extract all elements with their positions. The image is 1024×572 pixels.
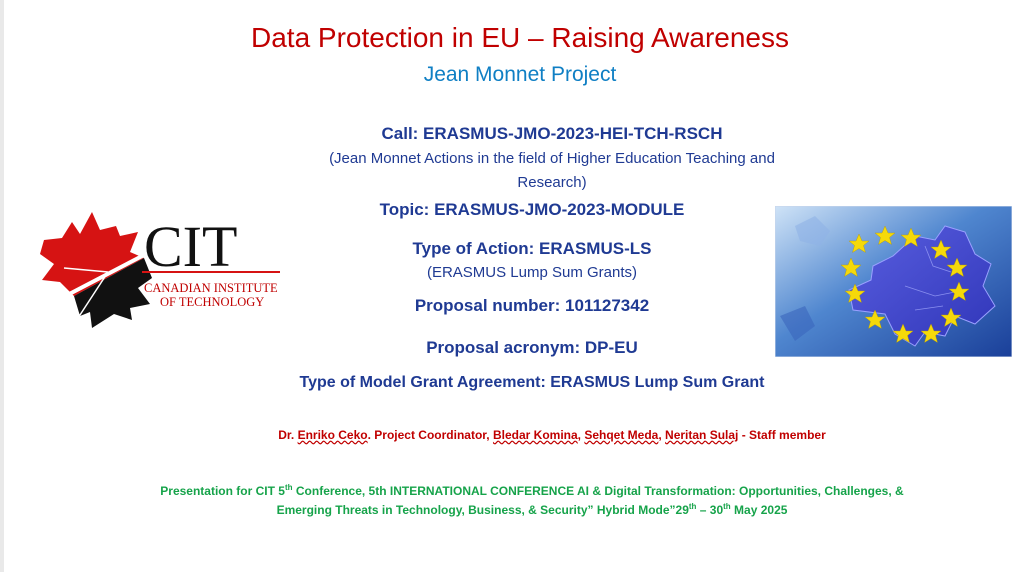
- call-heading: Call: ERASMUS-JMO-2023-HEI-TCH-RSCH: [381, 124, 723, 143]
- page-subtitle: Jean Monnet Project: [423, 63, 617, 86]
- author-name: Sehqet Meda: [584, 428, 659, 442]
- presentation-text: Conference, 5th INTERNATIONAL CONFERENCE AI & Digital Transformation: Opportunities, Challenges, &: [292, 484, 904, 498]
- presentation-line1: [20, 483, 1024, 498]
- authors-separator: ,: [577, 428, 585, 442]
- authors-text: . Project Coordinator,: [367, 428, 493, 442]
- presentation-text: Presentation for CIT 5: [160, 484, 285, 498]
- type-of-action: Type of Action: ERASMUS-LS: [412, 239, 652, 258]
- page-title: Data Protection in EU – Raising Awareness: [251, 22, 789, 53]
- ordinal-suffix: th: [723, 502, 731, 511]
- logo-line2: OF TECHNOLOGY: [160, 295, 265, 309]
- type-of-action-description: (ERASMUS Lump Sum Grants): [426, 264, 638, 281]
- author-name: Enriko Ceko: [297, 428, 368, 442]
- presentation-text: – 30: [696, 503, 724, 517]
- author-name: Bledar Komina: [492, 428, 578, 442]
- ordinal-suffix: th: [284, 483, 293, 492]
- authors-prefix: Dr.: [278, 428, 298, 442]
- logo-line1: CANADIAN INSTITUTE: [144, 281, 278, 295]
- cit-logo: [34, 208, 284, 333]
- presentation-text: Emerging Threats in Technology, Business, & Security” Hybrid Mode”29: [276, 503, 689, 517]
- model-grant-agreement: Type of Model Grant Agreement: ERASMUS Lump Sum Grant: [299, 374, 765, 391]
- eu-map-image: [775, 206, 1012, 357]
- author-name: Neritan Sulaj: [665, 428, 739, 442]
- call-description-line1: (Jean Monnet Actions in the field of Higher Education Teaching and: [329, 150, 775, 167]
- topic-heading: Topic: ERASMUS-JMO-2023-MODULE: [379, 200, 685, 219]
- authors-separator: ,: [658, 428, 666, 442]
- presentation-text: May 2025: [730, 503, 788, 517]
- maple-leaf-icon: [40, 212, 152, 328]
- logo-mark: CIT: [144, 214, 238, 279]
- left-edge: [0, 0, 4, 572]
- ordinal-suffix: th: [688, 502, 697, 511]
- authors-suffix: - Staff member: [738, 428, 826, 442]
- proposal-number: Proposal number: 101127342: [414, 296, 650, 315]
- authors-line: [40, 428, 1024, 442]
- call-description-line2: Research): [517, 174, 587, 191]
- presentation-line2: [20, 502, 1024, 517]
- proposal-acronym: Proposal acronym: DP-EU: [426, 338, 638, 357]
